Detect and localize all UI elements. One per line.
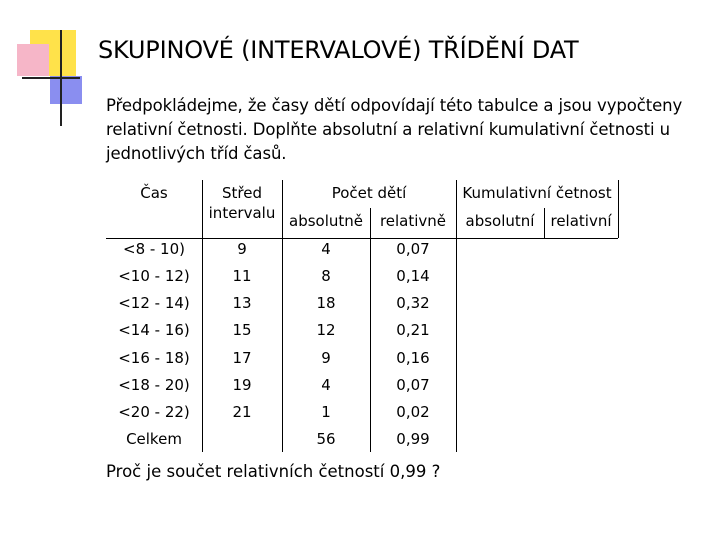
header-kum-absolutni: absolutní xyxy=(465,212,535,230)
cell-absolutne: 9 xyxy=(321,349,331,367)
header-pocet-deti: Počet dětí xyxy=(331,184,407,202)
cell-stred: 15 xyxy=(232,321,252,339)
cell-relativne: 0,21 xyxy=(396,321,430,339)
cell-celkem-label: Celkem xyxy=(126,430,182,448)
decorative-pink-square xyxy=(17,44,49,76)
header-relativne: relativně xyxy=(379,212,447,230)
header-cas: Čas xyxy=(140,184,168,202)
cell-stred: 17 xyxy=(232,349,252,367)
cell-cas: <20 - 22) xyxy=(118,403,190,421)
slide-title: SKUPINOVÉ (INTERVALOVÉ) TŘÍDĚNÍ DAT xyxy=(98,36,579,64)
cell-absolutne: 1 xyxy=(321,403,331,421)
cell-cas: <14 - 16) xyxy=(118,321,190,339)
cell-stred: 19 xyxy=(232,376,252,394)
decorative-horizontal-line xyxy=(22,77,80,79)
cell-stred: 9 xyxy=(237,240,247,258)
table-divider xyxy=(370,208,371,452)
header-kumulativni-cetnost: Kumulativní četnost xyxy=(462,184,612,202)
cell-stred: 21 xyxy=(232,403,252,421)
table-divider xyxy=(544,208,545,238)
cell-total-absolutne: 56 xyxy=(316,430,336,448)
table-divider xyxy=(106,238,618,239)
table-divider xyxy=(456,180,457,452)
intro-text: Předpokládejme, že časy dětí odpovídají této tabulce a jsou vypočteny relativní četnosti. Doplňte absolutní a relativní kumulativní četnosti u jednotlivých tříd časů. xyxy=(106,96,683,163)
cell-cas: <8 - 10) xyxy=(123,240,185,258)
table-divider xyxy=(282,180,283,452)
question-text: Proč je součet relativních četností 0,99 ? xyxy=(106,462,441,481)
cell-cas: <10 - 12) xyxy=(118,267,190,285)
table-divider xyxy=(202,180,203,452)
header-absolutne: absolutně xyxy=(289,212,363,230)
cell-absolutne: 8 xyxy=(321,267,331,285)
cell-absolutne: 4 xyxy=(321,240,331,258)
cell-relativne: 0,32 xyxy=(396,294,430,312)
cell-relativne: 0,07 xyxy=(396,376,430,394)
cell-total-relativne: 0,99 xyxy=(396,430,430,448)
table-divider xyxy=(618,180,619,238)
cell-stred: 13 xyxy=(232,294,252,312)
cell-absolutne: 18 xyxy=(316,294,336,312)
header-kum-relativni: relativní xyxy=(550,212,612,230)
cell-relativne: 0,16 xyxy=(396,349,430,367)
cell-cas: <16 - 18) xyxy=(118,349,190,367)
cell-relativne: 0,07 xyxy=(396,240,430,258)
cell-absolutne: 12 xyxy=(316,321,336,339)
decorative-blue-square xyxy=(50,76,82,104)
cell-stred: 11 xyxy=(232,267,252,285)
cell-cas: <18 - 20) xyxy=(118,376,190,394)
cell-absolutne: 4 xyxy=(321,376,331,394)
frequency-table xyxy=(106,180,618,452)
header-stred-line2: intervalu xyxy=(208,204,276,222)
header-stred-line1: Střed xyxy=(222,184,262,202)
cell-cas: <12 - 14) xyxy=(118,294,190,312)
cell-relativne: 0,02 xyxy=(396,403,430,421)
cell-relativne: 0,14 xyxy=(396,267,430,285)
